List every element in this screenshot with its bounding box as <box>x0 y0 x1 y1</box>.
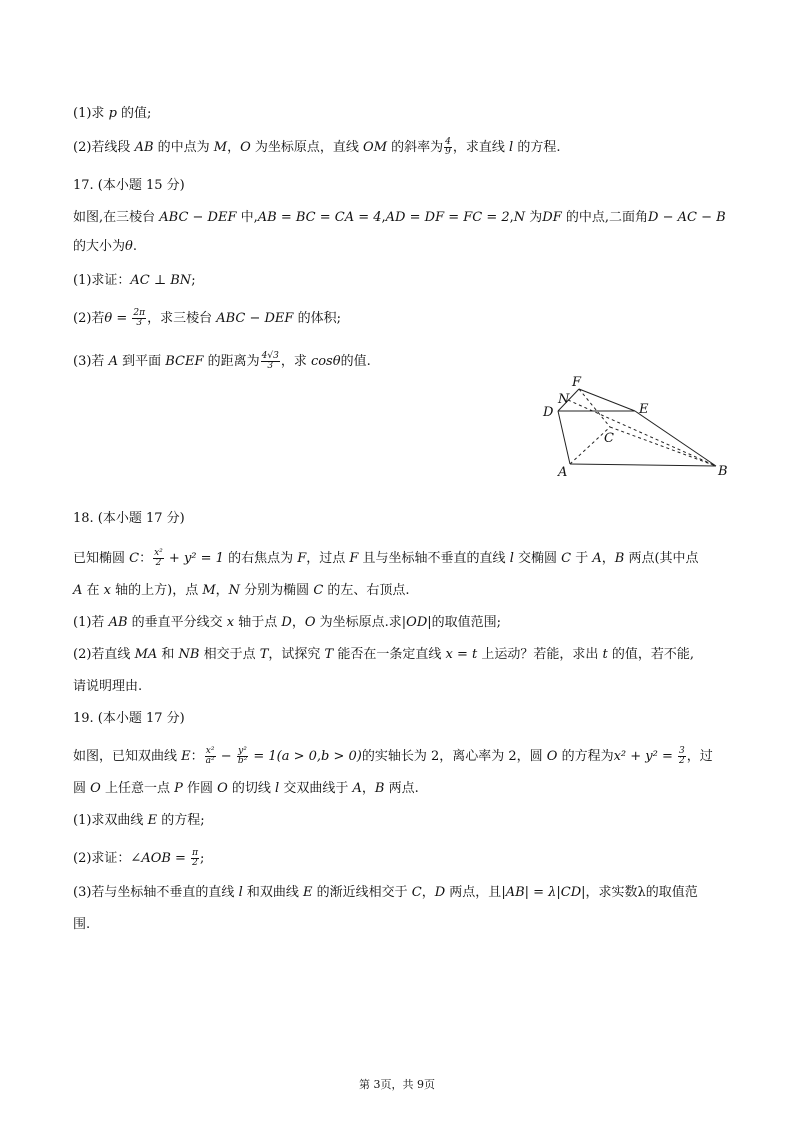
q18-part1: (1)若 AB 的垂直平分线交 x 轴于点 D，O 为坐标原点.求|OD|的取值范围; <box>73 615 502 630</box>
label-N: N <box>558 392 570 407</box>
q19-part1: (1)求双曲线 E 的方程; <box>73 813 205 828</box>
page-number: 第 3页，共 9页 <box>359 1078 435 1091</box>
q18-stem-line2: A 在 x 轴的上方)，点 M，N 分别为椭圆 C 的左、右顶点. <box>73 583 410 598</box>
edge-DA <box>558 411 570 464</box>
q19-part2: (2)求证：∠AOB = $\frac{\pi}{2}$ ; <box>73 848 205 868</box>
fraction: $\frac{\text{y²}}{\text{b²}}$ <box>237 746 248 766</box>
q19-part3: (3)若与坐标轴不垂直的直线 l 和双曲线 E 的渐近线相交于 C，D 两点，且|AB| = λ|CD|，求实数λ的取值范 <box>73 885 698 900</box>
fraction: $\frac{\pi}{2}$ <box>192 848 198 868</box>
fraction: $\frac{\text{x²}}{2}$ <box>154 548 163 568</box>
fraction: $\frac{\text{x²}}{\text{a²}}$ <box>205 746 215 766</box>
label-F: F <box>572 375 582 390</box>
q18-part2: (2)若直线 MA 和 NB 相交于点 T，试探究 T 能否在一条定直线 x = t 上运动？若能，求出 t 的值，若不能, <box>73 647 694 662</box>
fraction: $\frac{3}{2}$ <box>679 746 685 766</box>
edge-AB <box>570 464 716 466</box>
q18-stem-line1: 已知椭圆 C： $\frac{\text{x²}}{2}$ + y² = 1 的右焦点为 F，过点 F 且与坐标轴不垂直的直线 l 交椭圆 C 于 A，B 两点(其中点 <box>73 548 699 568</box>
q18-header: 18. (本小题 17 分) <box>73 511 185 526</box>
fraction: $\frac{4√3}{3}$ <box>261 351 279 371</box>
label-C: C <box>604 431 614 446</box>
fraction: $\frac{4}{9}$ <box>445 137 451 157</box>
label-D: D <box>543 405 554 420</box>
q19-header: 19. (本小题 17 分) <box>73 711 185 726</box>
frustum-figure <box>530 372 740 484</box>
q16-part1: (1)求 p 的值; <box>73 106 152 121</box>
edge-CB <box>610 427 716 466</box>
q17-part3: (3)若 A 到平面 BCEF 的距离为 $\frac{4√3}{3}$ ，求 cosθ的值. <box>73 351 371 371</box>
label-B: B <box>718 464 728 479</box>
q19-stem-line2: 圆 O 上任意一点 P 作圆 O 的切线 l 交双曲线于 A，B 两点. <box>73 781 419 796</box>
q17-part1: (1)求证：AC ⊥ BN; <box>73 273 196 288</box>
q17-stem-line2: 的大小为θ. <box>73 239 137 254</box>
q18-part2-line2: 请说明理由. <box>73 679 143 694</box>
q17-header: 17. (本小题 15 分) <box>73 178 185 193</box>
q19-part3-line2: 围. <box>73 917 91 932</box>
label-A: A <box>558 465 568 480</box>
label-E: E <box>639 402 649 417</box>
edge-EB <box>635 411 716 466</box>
q17-stem-line1: 如图,在三棱台 ABC − DEF 中,AB = BC = CA = 4,AD = DF = FC = 2,N 为DF 的中点,二面角D − AC − B <box>73 210 726 225</box>
q17-part2: (2)若θ = $\frac{2\pi}{3}$ ，求三棱台 ABC − DEF 的体积; <box>73 308 341 328</box>
fraction: $\frac{2\pi}{3}$ <box>133 308 146 328</box>
q16-part2: (2)若线段 AB 的中点为 M，O 为坐标原点，直线 OM 的斜率为 $\frac{4}{9}$ ，求直线 l 的方程. <box>73 137 561 157</box>
q19-stem-line1: 如图，已知双曲线 E： $\frac{\text{x²}}{\text{a²}}$ − $\frac{\text{y²}}{\text{b²}}$ = 1(a > 0,b > 0)的实轴长为 2，离心率为 2，圆 O 的方程为x² + y² = $\frac{3}{2}$ ，过 <box>73 746 713 766</box>
